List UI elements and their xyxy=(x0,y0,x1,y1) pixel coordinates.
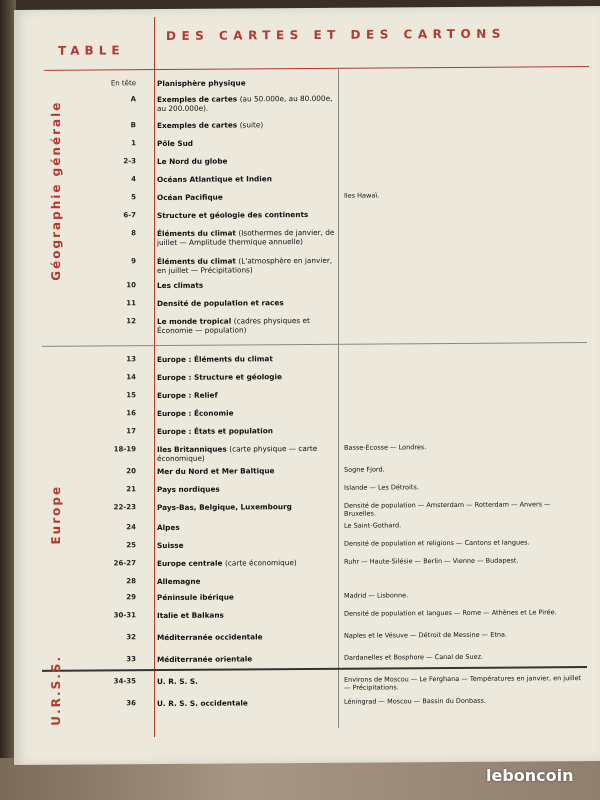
table-row xyxy=(74,388,594,401)
plate-title: Europe : Éléments du climat xyxy=(157,354,273,365)
plate-number: 33 xyxy=(126,655,136,664)
plate-title-block xyxy=(157,316,337,335)
table-row xyxy=(74,172,594,185)
plate-title: Suisse xyxy=(157,540,184,551)
table-row xyxy=(74,314,594,336)
plate-title: Les climats xyxy=(157,280,204,291)
table-row xyxy=(74,520,594,533)
cartons-text: Naples et le Vésuve — Détroit de Messine — Etna. xyxy=(344,630,508,640)
table-row xyxy=(74,696,594,709)
plate-number: 6-7 xyxy=(123,211,136,220)
plate-number: 9 xyxy=(131,257,136,266)
plate-title-block xyxy=(157,466,337,476)
plate-number: 16 xyxy=(126,409,136,418)
plate-title: Densité de population et races xyxy=(157,298,284,309)
plate-title: Exemples de cartes xyxy=(157,94,238,105)
plate-subtitle: (carte économique) xyxy=(224,558,297,568)
cartons-text: Madrid — Lisbonne. xyxy=(344,591,409,600)
section-label-urss: U.R.S.S. xyxy=(49,654,63,726)
plate-title-block xyxy=(157,558,337,568)
section-divider-europe xyxy=(42,342,587,347)
plate-title-block xyxy=(157,120,337,130)
plate-title-block xyxy=(157,540,337,550)
table-row xyxy=(74,190,594,203)
plate-number: 21 xyxy=(126,485,136,494)
plate-number: 8 xyxy=(131,229,136,238)
plate-number: 1 xyxy=(131,139,136,148)
plate-title: Méditerranée orientale xyxy=(157,654,253,665)
plate-title: Europe : Relief xyxy=(157,390,218,401)
table-row xyxy=(74,92,594,114)
table-row xyxy=(74,574,594,587)
cartons-text: Densité de population et religions — Cantons et langues. xyxy=(344,538,530,548)
plate-number: 18-19 xyxy=(113,445,136,454)
plate-title: Le Nord du globe xyxy=(157,156,228,167)
table-row xyxy=(74,278,594,291)
section-column-rule xyxy=(154,17,155,737)
plate-title: Pays nordiques xyxy=(157,484,220,495)
table-row xyxy=(74,136,594,149)
plate-title: Le monde tropical xyxy=(157,316,232,327)
plate-title-block xyxy=(157,610,337,620)
plate-number: 22-23 xyxy=(113,503,136,512)
plate-number: 14 xyxy=(126,373,136,382)
table-row xyxy=(74,76,594,89)
plate-number: 24 xyxy=(126,523,136,532)
plate-title: Italie et Balkans xyxy=(157,610,224,621)
plate-title-block xyxy=(157,426,337,436)
plate-title: Europe : Économie xyxy=(157,408,234,419)
table-row xyxy=(74,154,594,167)
cartons-text: Ruhr — Haute-Silésie — Berlin — Vienne — Budapest. xyxy=(344,556,519,566)
plate-title-block xyxy=(157,372,337,382)
table-row xyxy=(74,482,594,495)
table-row xyxy=(74,370,594,383)
cartons-text: Densité de population — Amsterdam — Rotterdam — Anvers — Bruxelles. xyxy=(344,500,551,518)
plate-title-block xyxy=(157,390,337,400)
table-row xyxy=(74,118,594,131)
header-subtitle: DES CARTES ET DES CARTONS xyxy=(166,26,506,43)
leboncoin-watermark: leboncoin xyxy=(486,766,574,785)
plate-title-block xyxy=(157,484,337,494)
plate-title: Europe centrale xyxy=(157,558,223,569)
plate-subtitle: (cadres physiques et Économie — population) xyxy=(157,315,310,336)
plate-title: U. R. S. S. xyxy=(157,676,198,687)
plate-title: Planisphère physique xyxy=(157,78,246,89)
plate-title: Iles Britanniques xyxy=(157,444,227,455)
plate-title: Pays-Bas, Belgique, Luxembourg xyxy=(157,502,292,513)
header-rule xyxy=(44,66,589,71)
plate-number: 20 xyxy=(126,467,136,476)
plate-number: 13 xyxy=(126,355,136,364)
plate-title-block xyxy=(157,592,337,602)
plate-title: Éléments du climat xyxy=(157,256,236,267)
table-row xyxy=(74,254,594,276)
section-divider-urss xyxy=(42,666,587,671)
cartons-column-rule xyxy=(338,68,339,728)
section-label-geographie: Géographie générale xyxy=(49,100,63,281)
plate-title-block xyxy=(157,576,337,586)
plate-title: Océans Atlantique et Indien xyxy=(157,174,272,185)
section-label-europe: Europe xyxy=(49,484,63,545)
plate-number: 28 xyxy=(126,577,136,586)
plate-title-block xyxy=(157,256,337,275)
plate-title-block xyxy=(157,78,337,88)
cartons-text: Environs de Moscou — Le Ferghana — Températures en janvier, en juillet — Précipitations. xyxy=(344,674,582,692)
plate-title-block xyxy=(157,676,337,686)
cartons-text: Islande — Les Détroits. xyxy=(344,483,419,492)
table-row xyxy=(74,406,594,419)
plate-number: 34-35 xyxy=(113,677,136,686)
plate-title-block xyxy=(157,138,337,148)
plate-number: En tête xyxy=(110,79,136,88)
cartons-text: Dardanelles et Bosphore — Canal de Suez. xyxy=(344,652,484,662)
header-table: TABLE xyxy=(58,43,125,58)
plate-subtitle: (L'atmosphère en janvier, en juillet — Précipitations) xyxy=(157,255,333,276)
plate-title-block xyxy=(157,502,337,512)
plate-number: 30-31 xyxy=(113,611,136,620)
plate-number: 25 xyxy=(126,541,136,550)
plate-number: A xyxy=(130,95,136,104)
table-row xyxy=(74,208,594,221)
cartons-text: Densité de population et langues — Rome — Athènes et Le Pirée. xyxy=(344,608,557,618)
plate-title-block xyxy=(157,654,337,664)
plate-title-block xyxy=(157,228,337,247)
plate-number: 4 xyxy=(131,175,136,184)
plate-subtitle: (Isothermes de janvier, de juillet — Amplitude thermique annuelle) xyxy=(157,227,335,248)
plate-title-block xyxy=(157,408,337,418)
plate-title-block xyxy=(157,354,337,364)
plate-number: 10 xyxy=(126,281,136,290)
plate-number: 29 xyxy=(126,593,136,602)
book-page xyxy=(14,6,600,765)
plate-number: 12 xyxy=(126,317,136,326)
cartons-text: Le Saint-Gothard. xyxy=(344,521,402,530)
table-row xyxy=(74,608,594,621)
table-row xyxy=(74,590,594,603)
table-row xyxy=(74,442,594,464)
plate-title: Éléments du climat xyxy=(157,228,236,239)
plate-title-block xyxy=(157,94,337,113)
plate-number: 15 xyxy=(126,391,136,400)
cartons-text: Iles Hawaï. xyxy=(344,191,380,200)
plate-subtitle: (au 50.000e, au 80.000e, au 200.000e). xyxy=(157,93,333,114)
table-row xyxy=(74,556,594,569)
plate-title: Allemagne xyxy=(157,576,201,587)
plate-title-block xyxy=(157,156,337,166)
plate-title-block xyxy=(157,280,337,290)
plate-title-block xyxy=(157,444,337,463)
plate-subtitle: (carte physique — carte économique) xyxy=(157,443,318,464)
table-row xyxy=(74,630,594,643)
plate-number: 17 xyxy=(126,427,136,436)
table-row xyxy=(74,424,594,437)
plate-number: 26-27 xyxy=(113,559,136,568)
plate-title: Exemples de cartes xyxy=(157,120,238,131)
table-row xyxy=(74,464,594,477)
plate-title-block xyxy=(157,632,337,642)
plate-title: Méditerranée occidentale xyxy=(157,632,263,643)
plate-title: Alpes xyxy=(157,522,180,533)
plate-title: Europe : États et population xyxy=(157,426,273,437)
plate-title: Mer du Nord et Mer Baltique xyxy=(157,466,275,477)
plate-title-block xyxy=(157,298,337,308)
plate-title: Péninsule ibérique xyxy=(157,592,234,603)
plate-title-block xyxy=(157,192,337,202)
plate-subtitle: (suite) xyxy=(239,120,264,130)
table-row xyxy=(74,226,594,248)
cartons-text: Basse-Écosse — Londres. xyxy=(344,443,427,452)
table-row xyxy=(74,652,594,665)
plate-title-block xyxy=(157,210,337,220)
plate-title: Europe : Structure et géologie xyxy=(157,372,282,383)
plate-number: B xyxy=(130,121,136,130)
plate-title: Structure et géologie des continents xyxy=(157,209,309,221)
table-row xyxy=(74,500,594,518)
cartons-text: Sogne Fjord. xyxy=(344,465,385,474)
plate-title: Océan Pacifique xyxy=(157,192,223,203)
plate-number: 36 xyxy=(126,699,136,708)
plate-number: 2-3 xyxy=(123,157,136,166)
plate-title: U. R. S. S. occidentale xyxy=(157,698,248,709)
table-row xyxy=(74,352,594,365)
plate-number: 5 xyxy=(131,193,136,202)
cartons-text: Léningrad — Moscou — Bassin du Donbass. xyxy=(344,696,486,706)
table-row xyxy=(74,538,594,551)
plate-number: 11 xyxy=(126,299,136,308)
table-row xyxy=(74,674,594,692)
table-row xyxy=(74,296,594,309)
plate-title-block xyxy=(157,698,337,708)
plate-title-block xyxy=(157,522,337,532)
plate-title-block xyxy=(157,174,337,184)
plate-number: 32 xyxy=(126,633,136,642)
plate-title: Pôle Sud xyxy=(157,138,194,149)
